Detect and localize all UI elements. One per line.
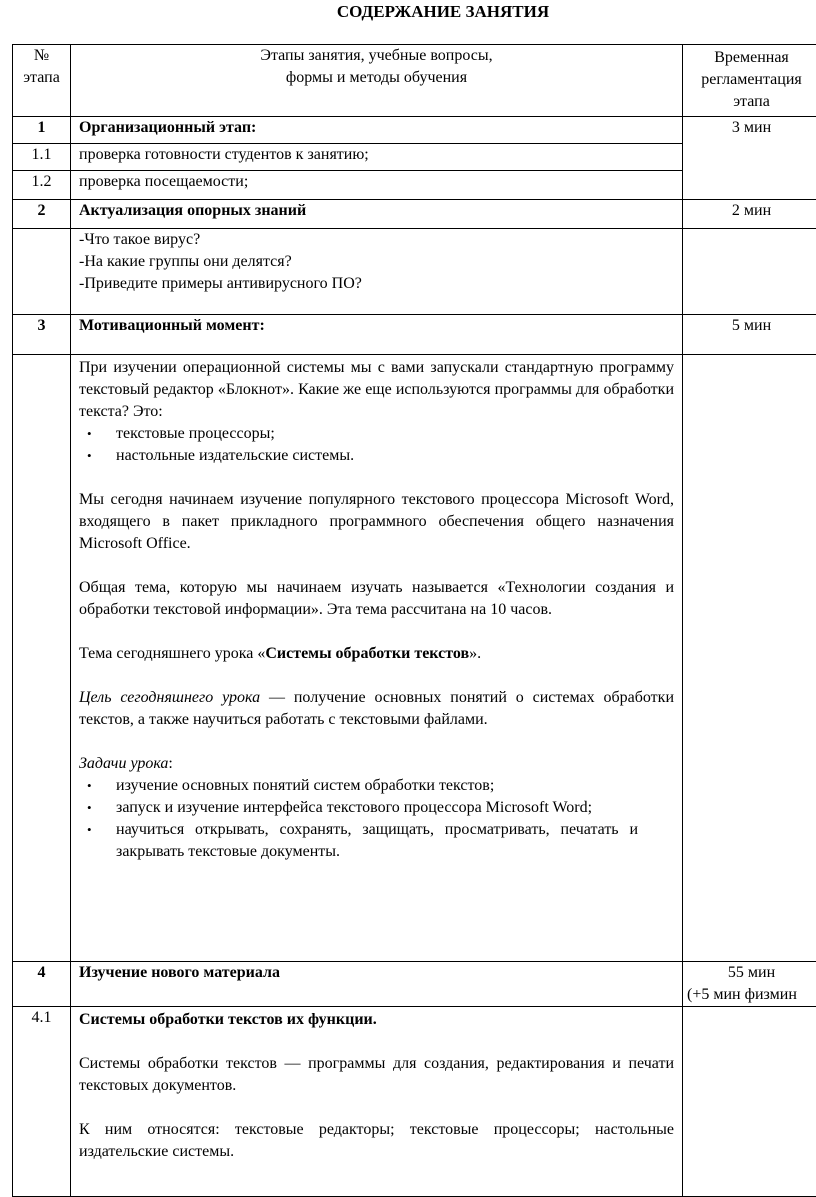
empty-cell: [13, 355, 71, 962]
text-run: ».: [469, 645, 481, 662]
lesson-plan-table: [12, 44, 816, 1197]
paragraph: При изучении операционной системы мы с вами запускали стандартную программу текстовый редактор «Блокнот». Какие же еще используются программы для обработки текста? Это:: [79, 357, 674, 423]
empty-cell: [683, 1007, 816, 1197]
new-material-content: [71, 1007, 683, 1197]
table-row: [13, 962, 816, 1007]
header-stages: [71, 45, 683, 117]
empty-cell: [13, 229, 71, 315]
stage-title: Мотивационный момент:: [71, 315, 683, 355]
list-item: • научиться открывать, сохранять, защищать, просматривать, печатать и закрывать текстовые документы.: [79, 819, 638, 863]
question-line: -На какие группы они делятся?: [79, 251, 674, 273]
bullet-list: [79, 775, 674, 863]
goal-label: Цель сегодняшнего урока: [79, 689, 260, 706]
stage-time: 2 мин: [683, 200, 816, 229]
table-row: [13, 315, 816, 355]
empty-cell: [683, 355, 816, 962]
substage-number: 1.1: [13, 144, 71, 171]
list-item: • изучение основных понятий систем обработки текстов;: [79, 775, 638, 797]
stage-number: 1: [13, 117, 71, 144]
text-run: :: [168, 755, 172, 772]
stage-time: 5 мин: [683, 315, 816, 355]
lesson-topic: Системы обработки текстов: [265, 645, 469, 662]
paragraph: Системы обработки текстов — программы для создания, редактирования и печати текстовых документов.: [79, 1053, 674, 1097]
empty-cell: [683, 229, 816, 315]
header-time-line3: этапа: [685, 91, 816, 113]
substage-text: проверка посещаемости;: [71, 171, 683, 200]
question-line: -Приведите примеры антивирусного ПО?: [79, 273, 674, 295]
header-num-line1: №: [15, 45, 68, 67]
motivation-content: [71, 355, 683, 962]
paragraph: Мы сегодня начинаем изучение популярного текстового процессора Microsoft Word, входящего в пакет прикладного программного обеспечения общего назначения Microsoft Office.: [79, 489, 674, 555]
header-time-line1: Временная: [685, 47, 816, 69]
list-item: • запуск и изучение интерфейса текстового процессора Microsoft Word;: [79, 797, 638, 819]
header-time-line2: регламентация: [685, 69, 816, 91]
header-stage-line2: формы и методы обучения: [79, 67, 674, 89]
header-num-line2: этапа: [15, 67, 68, 89]
substage-number: 1.2: [13, 171, 71, 200]
time-line: 55 мин: [685, 962, 816, 984]
paragraph: К ним относятся: текстовые редакторы; текстовые процессоры; настольные издательские системы.: [79, 1119, 674, 1163]
goal-text: — получение основных понятий о системах обработки текстов, а также научиться работать с текстовыми файлами.: [79, 689, 674, 728]
header-time: [683, 45, 816, 117]
document-title: СОДЕРЖАНИЕ ЗАНЯТИЯ: [0, 2, 816, 22]
section-title: Системы обработки текстов их функции.: [79, 1009, 674, 1031]
stage-time: [683, 962, 816, 1007]
tasks-label: Задачи урока: [79, 755, 168, 772]
question-line: -Что такое вирус?: [79, 229, 674, 251]
stage-number: 2: [13, 200, 71, 229]
table-row: [13, 1007, 816, 1197]
stage-title: Изучение нового материала: [71, 962, 683, 1007]
table-header-row: [13, 45, 816, 117]
bullet-list: [79, 423, 674, 467]
paragraph: [79, 753, 674, 775]
substage-text: проверка готовности студентов к занятию;: [71, 144, 683, 171]
table-row: [13, 355, 816, 962]
stage-time: 3 мин: [683, 117, 816, 200]
list-item: • текстовые процессоры;: [79, 423, 674, 445]
table-row: [13, 229, 816, 315]
list-item: • настольные издательские системы.: [79, 445, 674, 467]
header-stage-line1: Этапы занятия, учебные вопросы,: [79, 45, 674, 67]
stage-title: Организационный этап:: [71, 117, 683, 144]
time-line: (+5 мин физмин: [685, 984, 816, 1006]
paragraph: [79, 687, 674, 731]
table-row: [13, 117, 816, 144]
stage-title: Актуализация опорных знаний: [71, 200, 683, 229]
text-run: Тема сегодняшнего урока «: [79, 645, 265, 662]
paragraph: Общая тема, которую мы начинаем изучать называется «Технологии создания и обработки текстовой информации». Эта тема рассчитана на 10 часов.: [79, 577, 674, 621]
review-questions: [71, 229, 683, 315]
paragraph: [79, 643, 674, 665]
stage-number: 4: [13, 962, 71, 1007]
substage-number: 4.1: [13, 1007, 71, 1197]
header-stage-number: [13, 45, 71, 117]
table-row: [13, 200, 816, 229]
stage-number: 3: [13, 315, 71, 355]
